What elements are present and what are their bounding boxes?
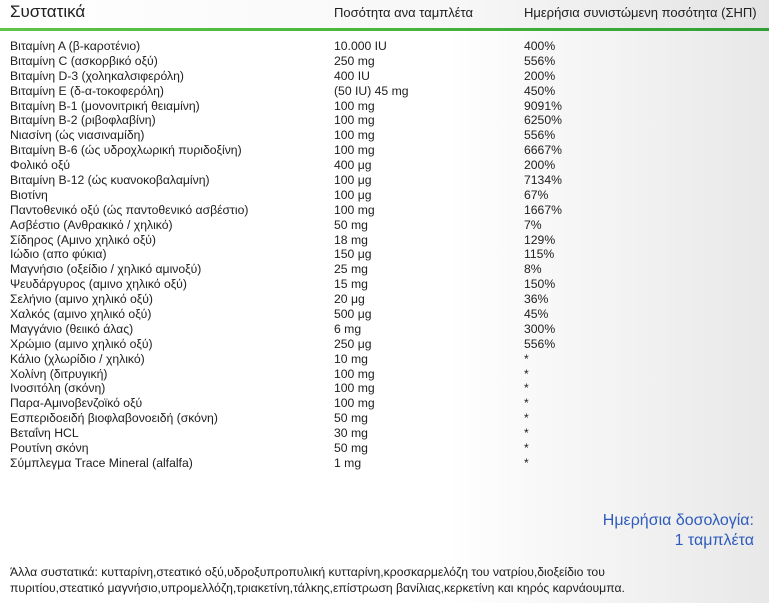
ingredient-name: Βιταμίνη Β-1 (μονονιτρική θειαμίνη) [10, 98, 200, 113]
ingredient-name: Βιοτίνη [10, 187, 48, 202]
ingredient-name: Εσπεριδοειδή βιοφλαβονοειδή (σκόνη) [10, 411, 218, 426]
table-row [0, 188, 769, 203]
ingredient-percent: 1667% [524, 202, 562, 217]
ingredient-name: Μαγνήσιο (οξείδιο / χηλικό αμινοξύ) [10, 262, 202, 277]
ingredient-quantity: 100 mg [334, 143, 375, 158]
ingredient-quantity: 50 mg [334, 441, 368, 456]
ingredient-percent: 45% [524, 307, 549, 322]
ingredient-name: Κάλιο (χλωρίδιο / χηλικό) [10, 351, 145, 366]
table-row [0, 39, 769, 54]
ingredient-name: Ασβέστιο (Ανθρακικό / χηλικό) [10, 217, 173, 232]
ingredient-percent: 200% [524, 158, 556, 173]
table-row [0, 233, 769, 248]
ingredient-quantity: 100 mg [334, 98, 375, 113]
ingredient-name: Ινοσιτόλη (σκόνη) [10, 381, 106, 396]
ingredient-quantity: 100 μg [334, 187, 372, 202]
table-row [0, 54, 769, 69]
ingredient-quantity: 18 mg [334, 232, 368, 247]
ingredient-quantity: (50 IU) 45 mg [334, 83, 409, 98]
ingredient-quantity: 250 μg [334, 336, 372, 351]
table-row [0, 367, 769, 382]
header-quantity-per-tablet: Ποσότητα ανα ταμπλέτα [334, 5, 473, 20]
ingredient-quantity: 30 mg [334, 426, 368, 441]
ingredient-name: Βιταμίνη C (ασκορβικό οξύ) [10, 53, 158, 68]
ingredient-percent: 556% [524, 128, 556, 143]
table-row [0, 411, 769, 426]
ingredient-quantity: 150 μg [334, 247, 372, 262]
ingredient-quantity: 25 mg [334, 262, 368, 277]
ingredient-name: Βιταμίνη D-3 (χοληκαλσιφερόλη) [10, 68, 184, 83]
table-row [0, 277, 769, 292]
ingredient-name: Βιταμίνη Ε (δ-α-τοκοφερόλη) [10, 83, 164, 98]
table-row [0, 69, 769, 84]
ingredient-percent: 8% [524, 262, 542, 277]
ingredient-percent: 450% [524, 83, 556, 98]
table-row [0, 396, 769, 411]
ingredient-quantity: 250 mg [334, 53, 375, 68]
table-row [0, 456, 769, 471]
ingredient-quantity: 100 mg [334, 366, 375, 381]
ingredient-name: Βιταμίνη Β-6 (ώς υδροχλωρική πυριδοξίνη) [10, 143, 242, 158]
table-row [0, 441, 769, 456]
ingredient-percent: 6250% [524, 113, 562, 128]
table-row [0, 203, 769, 218]
table-row [0, 307, 769, 322]
header-daily-recommended-amount: Ημερήσια συνιστώμενη ποσότητα (ΣΗΠ) [524, 5, 757, 20]
ingredient-name: Νιασίνη (ώς νιασιναμίδη) [10, 128, 145, 143]
ingredient-quantity: 100 mg [334, 113, 375, 128]
ingredient-percent: * [524, 441, 529, 456]
other-ingredients-line-1: Άλλα συστατικά: κυτταρίνη,στεατικό οξύ,υδροξυπροπυλική κυτταρίνη,κροσκαρμελόζη του νατρίου,διοξείδιο του [10, 565, 605, 579]
ingredient-quantity: 100 mg [334, 396, 375, 411]
ingredient-quantity: 50 mg [334, 411, 368, 426]
ingredient-percent: * [524, 396, 529, 411]
ingredient-quantity: 100 mg [334, 381, 375, 396]
ingredient-quantity: 400 μg [334, 158, 372, 173]
table-row [0, 173, 769, 188]
ingredient-quantity: 500 μg [334, 307, 372, 322]
ingredient-name: Βεταΐνη HCL [10, 426, 79, 441]
ingredient-quantity: 1 mg [334, 455, 362, 470]
table-row [0, 352, 769, 367]
daily-dosage-note [603, 511, 754, 551]
ingredient-percent: 115% [524, 247, 555, 262]
ingredient-percent: 36% [524, 292, 549, 307]
ingredient-name: Ιώδιο (απο φύκια) [10, 247, 107, 262]
other-ingredients-note [10, 564, 750, 596]
ingredient-quantity: 50 mg [334, 217, 368, 232]
table-row [0, 218, 769, 233]
ingredient-name: Χρώμιο (αμινο χηλικό οξύ) [10, 336, 153, 351]
ingredient-name: Σίδηρος (Αμινο χηλικό οξύ) [10, 232, 156, 247]
ingredient-percent: * [524, 351, 529, 366]
ingredient-name: Βιταμίνη Β-2 (ριβοφλαβίνη) [10, 113, 156, 128]
ingredient-name: Χαλκός (αμινο χηλικό οξύ) [10, 307, 152, 322]
ingredient-percent: 9091% [524, 98, 562, 113]
table-row [0, 128, 769, 143]
ingredient-quantity: 10.000 IU [334, 39, 387, 53]
ingredient-quantity: 100 mg [334, 202, 375, 217]
ingredient-name: Ρουτίνη σκόνη [10, 441, 89, 456]
table-row [0, 426, 769, 441]
ingredient-percent: 150% [524, 277, 556, 292]
ingredient-percent: 129% [524, 232, 556, 247]
ingredient-percent: * [524, 366, 529, 381]
ingredient-name: Ψευδάργυρος (αμινο χηλικό οξύ) [10, 277, 187, 292]
ingredient-percent: 7% [524, 217, 542, 232]
ingredient-percent: * [524, 455, 529, 470]
ingredients-table [0, 39, 769, 471]
ingredient-quantity: 10 mg [334, 351, 368, 366]
table-row [0, 247, 769, 262]
ingredient-quantity: 6 mg [334, 321, 362, 336]
ingredient-percent: 400% [524, 39, 556, 53]
table-row [0, 381, 769, 396]
table-row [0, 158, 769, 173]
ingredient-percent: 300% [524, 321, 556, 336]
ingredient-percent: 556% [524, 336, 556, 351]
daily-dosage-title: Ημερήσια δοσολογία: [602, 512, 754, 529]
ingredient-name: Βιταμίνη Α (β-καροτένιο) [10, 39, 141, 53]
ingredient-percent: 67% [524, 187, 549, 202]
ingredient-percent: 556% [524, 53, 556, 68]
ingredient-name: Παντοθενικό οξύ (ώς παντοθενικό ασβέστιο) [10, 202, 249, 217]
ingredient-name: Χολίνη (διτρυγική) [10, 366, 108, 381]
daily-dosage-value: 1 ταμπλέτα [674, 532, 754, 549]
ingredient-quantity: 100 μg [334, 173, 372, 188]
table-header [0, 0, 769, 28]
table-row [0, 337, 769, 352]
header-divider [0, 28, 769, 31]
other-ingredients-line-2: πυριτίου,στεατικό μαγνήσιο,υπρομελλόζη,τριακετίνη,τάλκης,επίστρωση βανίλιας,κερκετίνη και κηρός καρνάουμπα. [10, 581, 625, 595]
table-row [0, 322, 769, 337]
ingredient-percent: 7134% [524, 173, 562, 188]
ingredient-quantity: 400 IU [334, 68, 370, 83]
table-row [0, 99, 769, 114]
table-row [0, 292, 769, 307]
table-row [0, 113, 769, 128]
ingredient-name: Μαγγάνιο (θειικό άλας) [10, 321, 134, 336]
header-ingredients: Συστατικά [10, 2, 86, 21]
ingredient-percent: * [524, 411, 529, 426]
table-row [0, 84, 769, 99]
table-row [0, 262, 769, 277]
ingredient-quantity: 20 μg [334, 292, 365, 307]
ingredient-percent: * [524, 381, 529, 396]
ingredient-percent: 200% [524, 68, 556, 83]
ingredient-name: Παρα-Αμινοβενζοϊκό οξύ [10, 396, 143, 411]
ingredient-name: Σελήνιο (αμινο χηλικό οξύ) [10, 292, 153, 307]
table-row [0, 143, 769, 158]
ingredient-quantity: 15 mg [334, 277, 368, 292]
ingredient-quantity: 100 mg [334, 128, 375, 143]
ingredient-percent: 6667% [524, 143, 562, 158]
ingredient-name: Σύμπλεγμα Trace Mineral (alfalfa) [10, 455, 193, 470]
ingredient-name: Φολικό οξύ [10, 158, 71, 173]
ingredient-percent: * [524, 426, 529, 441]
ingredient-name: Βιταμίνη Β-12 (ώς κυανοκοβαλαμίνη) [10, 173, 210, 188]
